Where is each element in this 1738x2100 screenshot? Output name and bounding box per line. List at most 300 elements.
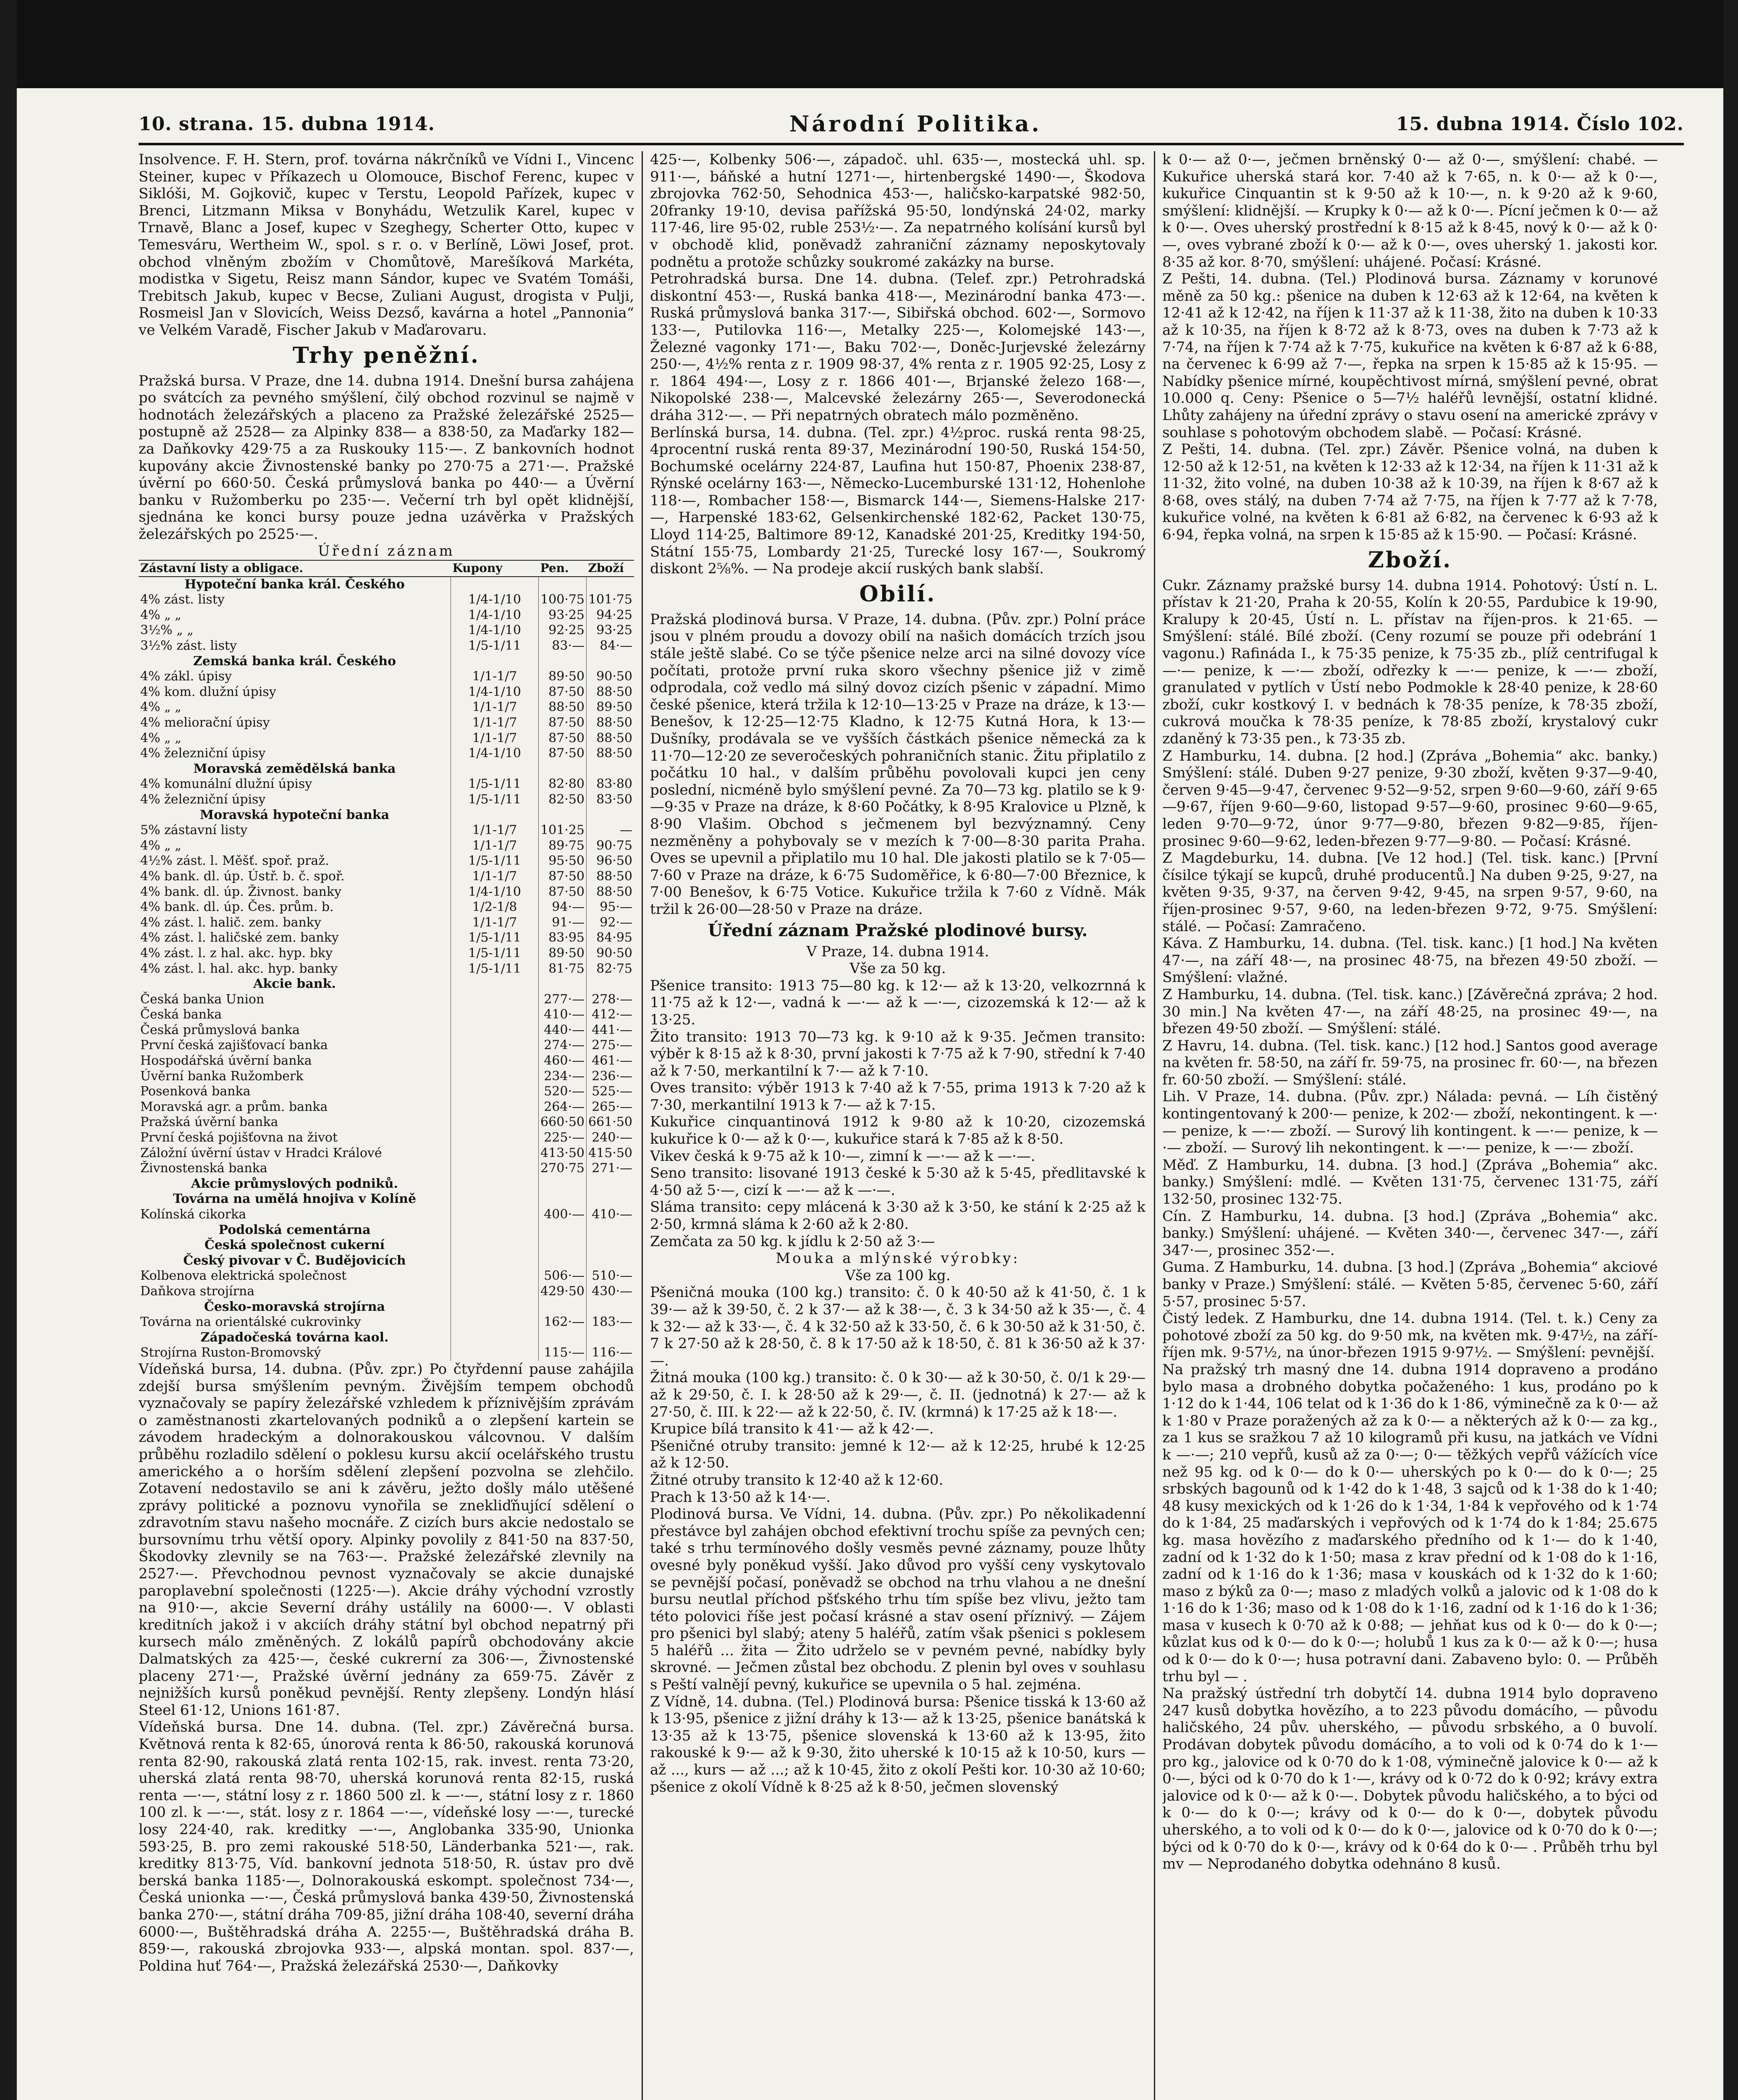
header-right: 15. dubna 1914. Číslo 102. bbox=[1396, 113, 1684, 135]
quote-row bbox=[139, 1345, 634, 1361]
quote-kupony: 1/5-1/11 bbox=[451, 777, 539, 792]
quote-zbozi: 88·50 bbox=[587, 746, 634, 761]
quote-row bbox=[139, 638, 634, 654]
z-pesti-zaver: Z Pešti, 14. dubna. (Tel. zpr.) Závěr. Pšenice volná, na duben k 12·50 až k 12·51, na květen k 12·33 až k 12·34, na říjen k 11·31 až k 11·32, žito volné, na duben 10·38 až k 10·39, na říjen k 8·67 až k 8·68, oves stálý, na duben 7·74 až 7·75, na říjen k 7·77 až k 7·78, kukuřice volné, na květen k 6·81 až 6·82, na červenec k 6·93 až k 6·94, řepka volná, na srpen k 15·85 až k 15·90. — Počasí: Krásné. bbox=[1162, 441, 1658, 543]
column-3 bbox=[1162, 151, 1658, 2100]
trh-dobytci-paragraph: Na pražský ústřední trh dobytčí 14. dubna 1914 bylo dopraveno 247 kusů dobytka hovězího, a to 223 původu domácího, — původu haličského, 24 pův. uherského, — původu srbského, a 0 buvolí. Prodávan dobytek původu domácího, a to voli od k 0·74 do k 1·— pro kg., jalovice od k 0·70 do k 1·08, výminečně jalovice k 0·— až k 0·—, býci od k 0·70 do k 1·—, krávy od k 0·72 do k 0·92; krávy extra jalovice od k 0·— až k 0·—. Dobytek původu haličského, a to býci od k 0·— do k 0·—; krávy od k 0·— do k 0·—, dobytek původu uherského, a to voli od k 0·— do k 0·—, jalovice od k 0·70 do k 0·—; býci od k 0·70 do k 0·—, krávy od k 0·64 do k 0·— . Průběh trhu byl mv — Neprodaného dobytka odehnáno 8 kusů. bbox=[1162, 1685, 1658, 1873]
psenice-transito: Pšenice transito: 1913 75—80 kg. k 12·— až k 13·20, velkozrnná k 11·75 až k 12·—, vadná k —·— až k —·—, cizozemská k 12·— až k 13·25. bbox=[650, 977, 1146, 1028]
quote-zbozi: 88·50 bbox=[587, 715, 634, 731]
quote-name: První česká zajišťovací banka bbox=[140, 1038, 328, 1053]
quote-kupony bbox=[451, 1207, 539, 1223]
cukr-paragraph: Cukr. Záznamy pražské bursy 14. dubna 1914. Pohotový: Ústí n. L. přístav k 21·20, Praha k 20·55, Kolín k 20·55, Pardubice k 19·90, Kralupy k 20·45, Ústí n. L. přístav na říjen-pros. k 21·65. — Smýšlení: stálé. Bílé zboží. (Ceny rozumí se pouze při odebrání 1 vagonu.) Rafináda I., k 75·35 penize, k 75·35 zb., plíž centrifugal k —·— penize, k —·— zboží, odřezky k —·— penize, k —·— zboží, granulated v pytlích v Ústí nebo Podmokle k 28·40 penize, k 28·60 zboží, cukr kostkový I. v bednách k 78·35 peníze, k 78·35 zboží, cukrová moučka k 78·35 peníze, k 78·85 zboží, krystalový cukr zdaněný k 73·35 pen., k 73·35 zb. bbox=[1162, 577, 1658, 747]
quote-row bbox=[139, 1100, 634, 1115]
quote-zbozi: 90·75 bbox=[587, 838, 634, 854]
quote-row bbox=[139, 592, 634, 608]
quote-pen: 81·75 bbox=[539, 961, 587, 977]
guma-paragraph: Guma. Z Hamburku, 14. dubna. [3 hod.] (Zpráva „Bohemia“ akciové banky v Praze.) Smýšlení: stálé. — Květen 5·85, červenec 5·60, září 5·57, prosinec 5·57. bbox=[1162, 1259, 1658, 1310]
quote-zbozi: 88·50 bbox=[587, 869, 634, 885]
quote-kupony bbox=[451, 1038, 539, 1053]
quote-zbozi: 96·50 bbox=[587, 853, 634, 869]
quote-pen: 115·— bbox=[539, 1345, 587, 1361]
quote-kupony: 1/1-1/7 bbox=[451, 731, 539, 746]
quote-row bbox=[139, 1268, 634, 1284]
quote-zbozi bbox=[587, 1238, 634, 1253]
quote-pen: 413·50 bbox=[539, 1146, 587, 1161]
quote-row bbox=[139, 930, 634, 946]
zitna-mouka: Žitná mouka (100 kg.) transito: č. 0 k 30·— až k 30·50, č. 0/1 k 29·— až k 29·50, č. I. k 28·50 až k 29·—, č. II. (jednotná) k 27·— až k 27·50, č. III. k 22·— až k 22·50, č. IV. (krmná) k 17·25 až k 18·—. bbox=[650, 1369, 1146, 1420]
quote-pen: 83·— bbox=[539, 638, 587, 654]
quote-pen: 89·50 bbox=[539, 669, 587, 685]
quote-pen: 88·50 bbox=[539, 700, 587, 715]
column-1 bbox=[139, 151, 634, 2100]
insolvence-paragraph: Insolvence. F. H. Stern, prof. továrna nákrčníků ve Vídni I., Vincenc Steiner, kupec v Příkazech u Olomouce, Bischof Ferenc, kupec v Siklóši, M. Gojkovič, kupec v Terstu, Leopold Pařízek, kupec v Brenci, Litzmann Miksa v Bonyhádu, Wetzulik Karel, kupec v Trnavě, Blanc a Josef, kupec v Szeghegy, Scherter Otto, kupec v Temesváru, Wertheim W., spol. s r. o. v Berlíně, Löwi Josef, prot. obchod vlněným zbožím v Chomůtově, Marešíková Markéta, modistka v Sigetu, Reisz mann Sándor, kupec ve Svatém Tomáši, Trebitsch Jakub, kupec v Becse, Zuliani August, drogista v Pulji, Rosmeisl Jan v Slovicích, Weiss Dezső, kavárna a hotel „Pannonia“ ve Velkém Varadě, Fischer Jakub v Maďarovaru. bbox=[139, 151, 634, 339]
quote-name: 4% meliorační úpisy bbox=[140, 715, 270, 730]
quote-row bbox=[139, 869, 634, 885]
quote-pen bbox=[539, 577, 587, 593]
quote-row bbox=[139, 885, 634, 900]
quote-kupony: 1/5-1/11 bbox=[451, 792, 539, 808]
quote-kupony bbox=[451, 1330, 539, 1346]
kukurice-transito: Kukuřice cinquantinová 1912 k 9·80 až k 10·20, cizozemská kukuřice k 0·— až k 0·—, kukuřice stará k 7·85 až k 8·50. bbox=[650, 1113, 1146, 1148]
quote-name: Zemská banka král. Českého bbox=[193, 654, 396, 669]
quote-row bbox=[139, 946, 634, 961]
uredni-zaznam-date: V Praze, 14. dubna 1914. bbox=[806, 943, 989, 960]
z-vidne-plodinova-bursa: Z Vídně, 14. dubna. (Tel.) Plodinová bursa: Pšenice tisská k 13·60 až k 13·95, pšenice z jižní dráhy k 13·— až k 13·25, pšenice banátská k 13·35 až k 13·75, pšenice slovenská k 13·60 až k 13·95, žito rakouské k 9·— až k 9·30, žito uherské k 10·15 až k 10·50, kurs — až ..., kurs — až ...; až k 10·45, žito z okolí Pešti kor. 10·30 až 10·60; pšenice z okolí Vídně k 8·25 až k 8·50, ječmen slovenský bbox=[650, 1693, 1146, 1796]
quote-kupony bbox=[451, 654, 539, 669]
quote-zbozi: 510·— bbox=[587, 1268, 634, 1284]
quote-kupony bbox=[451, 1084, 539, 1100]
quote-name: Česká banka Union bbox=[140, 992, 265, 1007]
quote-pen bbox=[539, 1176, 587, 1192]
trh-masny-paragraph: Na pražský trh masný dne 14. dubna 1914 dopraveno a prodáno bylo masa a drobného dobytka počaženého: 1 kus, prodáno po k 1·12 do k 1·44, 106 telat od k 1·36 do k 1·86, výminečně za k 0·— až k 1·80 v Praze poražených až za k 0·— a některých až k 0·— za kg., za 1 kus se sražkou 7 až 10 kilogramů při kusu, na jatkách ve Vídni k —·—; 210 vepřů, kusů až za 0·—; 0·— těžkých vepřů vážících více než 95 kg. od k 0·— do k 0·— uherských po k 0·— do k 0·—; 25 srbských bagounů od k 1·42 do k 1·48, 3 sajců od k 1·38 do k 1·40; 48 kusy mexických od k 1·26 do k 1·34, 1·84 k vepřového od k 1·74 do k 1·84, 25 maďarských i vepřových od k 1·74 do k 1·84; 25.675 kg. masa hovězího z maďarského předního od k 1·— do k 1·40, zadní od k 1·32 do k 1·50; masa z krav přední od k 1·08 do k 1·16, zadní od k 1·16 do k 1·36; masa v kouskách od k 1·32 do k 1·60; maso z býků za 0·—; maso z mladých volků a jalovic od k 1·08 do k 1·16 do k 1·36; maso od k 1·08 do k 1·16, zadní od k 1·16 do k 1·36; masa v kusech k 0·70 až k 0·88; — jehňat kus od k 0·— do k 0·—; kůzlat kus od k 0·— do k 0·—; holubů 1 kus za k 0·— až k 0·—; husa od k 0·— do k 0·—; husa potravní dani. Zabaveno bylo: 0. — Průběh trhu byl — . bbox=[1162, 1361, 1658, 1685]
quote-zbozi: 88·50 bbox=[587, 731, 634, 746]
quote-zbozi: 83·50 bbox=[587, 792, 634, 808]
zito-jecmen-transito: Žito transito: 1913 70—73 kg. k 9·10 až k 9·35. Ječmen transito: výběr k 8·15 až k 8·30, první jakosti k 7·75 až k 7·90, střední k 7·40 až k 7·50, merkantilní k 7·— až k 7·10. bbox=[650, 1028, 1146, 1079]
viden-continued: k 0·— až 0·—, ječmen brněnský 0·— až 0·—, smýšlení: chabé. — Kukuřice uherská stará kor. 7·40 až k 7·65, n. k 0·— až k 0·—, kukuřice Cinquantin st k 9·50 až k 10·—, n. k 9·20 až k 9·60, smýšlení: klidnější. — Krupky k 0·— až k 0·—. Pícní ječmen k 0·— až k 0·—. Oves uherský prostřední k 8·15 až k 8·45, nový k 0·— až k 0·—, oves vybrané zboží k 0·— až k 0·—, oves uherský 1. jakosti kor. 8·35 až kor. 8·70, smýšlení: uhájené. Počasí: Krásné. bbox=[1162, 151, 1658, 270]
quote-zbozi: 82·75 bbox=[587, 961, 634, 977]
quote-row bbox=[139, 577, 634, 593]
quote-name: 3½% zást. listy bbox=[140, 638, 237, 654]
quote-zbozi bbox=[587, 1299, 634, 1315]
quote-name: Český pivovar v Č. Budějovicích bbox=[183, 1253, 406, 1268]
cin-paragraph: Cín. Z Hamburku, 14. dubna. [3 hod.] (Zpráva „Bohemia“ akc. banky.) Smýšlení: uhájené. — Květen 340·—, červenec 347·—, září 347·—, prosinec 352·—. bbox=[1162, 1208, 1658, 1259]
quote-row bbox=[139, 1330, 634, 1346]
quote-row bbox=[139, 961, 634, 977]
quote-name: Moravská agr. a prům. banka bbox=[140, 1099, 328, 1114]
quote-pen: 87·50 bbox=[539, 869, 587, 885]
page-header bbox=[139, 105, 1684, 143]
quote-name: 4% „ „ bbox=[140, 838, 181, 853]
quote-pen: 94·— bbox=[539, 900, 587, 915]
quote-row bbox=[139, 823, 634, 838]
videnska-bursa-zaverecna-paragraph: Vídeňská bursa. Dne 14. dubna. (Tel. zpr.) Závěrečná bursa. Květnová renta k 82·65, únorová renta k 86·50, rakouská korunová renta 82·90, rakouská zlatá renta 102·15, rak. invest. renta 73·20, uherská zlatá renta 98·70, uherská korunová renta 82·15, ruská renta —·—, státní losy z r. 1860 500 zl. k —·—, státní losy z r. 1860 100 zl. k —·—, stát. losy z r. 1864 —·—, vídeňské losy —·—, turecké losy 224·40, rak. kreditky —·—, Anglobanka 335·90, Unionka 593·25, B. pro zemi rakouské 518·50, Länderbanka 521·—, rak. kreditky 813·75, Víd. bankovní jednota 518·50, R. ústav pro dvě berská banka 1185·—, Dolnorakouská eskompt. společnost 734·—, Česká unionka —·—, Česká průmyslová banka 439·50, Živnostenská banka 270·—, státní dráha 709·85, jižní dráha 108·40, severní dráha 6000·—, Buštěhradská dráha A. 2255·—, Buštěhradská dráha B. 859·—, rakouská zbrojovka 933·—, alpská montan. spol. 837·—, Poldina huť 764·—, Pražská železářská 2530·—, Daňkovky bbox=[139, 1719, 634, 1974]
petrohradska-bursa-paragraph: Petrohradská bursa. Dne 14. dubna. (Telef. zpr.) Petrohradská diskontní 453·—, Ruská banka 418·—, Mezinárodní banka 473·—. Ruská průmyslová banka 317·—, Sibiřská obchod. 602·—, Sormovo 133·—, Putilovka 116·—, Metalky 225·—, Kolomejské 143·—, Železné vagonky 171·—, Baku 702·—, Doněc-Jurjevské železárny 250·—, 4½% renta z r. 1909 98·37, 4% renta z r. 1905 92·25, Losy z r. 1864 494·—, Losy z r. 1866 401·—, Brjanské železo 168·—, Nikopolské 238·—, Malcevské železárny 265·—, Severodonecká dráha 312·—. — Při nepatrných obratech málo pozměněno. bbox=[650, 270, 1146, 424]
quote-name: 4% bank. dl. úp. Čes. prům. b. bbox=[140, 900, 334, 915]
quote-pen: 87·50 bbox=[539, 731, 587, 746]
quote-name: Česko-moravská strojírna bbox=[204, 1299, 385, 1314]
quote-zbozi: 90·50 bbox=[587, 669, 634, 685]
quote-kupony: 1/2-1/8 bbox=[451, 900, 539, 915]
quote-zbozi bbox=[587, 1223, 634, 1238]
uredni-zaznam-unit: Vše za 50 kg. bbox=[849, 960, 946, 977]
quote-row bbox=[139, 992, 634, 1008]
quote-name: Akcie bank. bbox=[253, 976, 336, 992]
z-pesti-plodinova-bursa: Z Pešti, 14. dubna. (Tel.) Plodinová bursa. Záznamy v korunové měně za 50 kg.: pšenice na duben k 12·63 až k 12·64, na květen k 12·41 až k 12·42, na říjen k 11·37 až k 11·38, žito na duben k 10·33 až k 10·35, na říjen k 8·72 až k 8·73, oves na duben k 7·73 až k 7·74, na říjen k 7·74 až k 7·75, kukuřice na květen k 6·87 až k 6·88, na červenec k 6·99 až 7·—, řepka na srpen k 15·85 až k 15·95. — Nabídky pšenice mírné, koupěchtivost mírná, smýšlení pevné, obrat 10.000 q. Ceny: Pšenice o 5—7½ haléřů levnější, ostatní klidné. Lhůty zahájeny na úřední zprávy o stavu osení na americké zprávy v souhlase s pohotovým obchodem slabě. — Počasí: Krásné. bbox=[1162, 270, 1658, 441]
header-rule bbox=[139, 143, 1684, 145]
quote-row bbox=[139, 669, 634, 685]
quote-kupony bbox=[451, 1130, 539, 1146]
quotes-col-pen: Pen. bbox=[539, 560, 587, 577]
quote-zbozi: 275·— bbox=[587, 1038, 634, 1053]
quote-zbozi: 88·50 bbox=[587, 685, 634, 700]
quote-zbozi: 410·— bbox=[587, 1207, 634, 1223]
quote-zbozi: 461·— bbox=[587, 1053, 634, 1069]
quote-pen bbox=[539, 654, 587, 669]
quote-pen: 277·— bbox=[539, 992, 587, 1008]
quote-kupony bbox=[451, 1238, 539, 1253]
quote-pen: 87·50 bbox=[539, 885, 587, 900]
quote-zbozi bbox=[587, 808, 634, 823]
scan-top-border bbox=[0, 0, 1738, 88]
quote-kupony bbox=[451, 1161, 539, 1176]
quote-pen: 89·50 bbox=[539, 946, 587, 961]
quote-row bbox=[139, 746, 634, 761]
quote-row bbox=[139, 1130, 634, 1146]
quote-kupony bbox=[451, 1345, 539, 1361]
quote-row bbox=[139, 915, 634, 931]
section-title-trhy-penezni: Trhy peněžní. bbox=[293, 342, 480, 368]
quote-name: 3½% „ „ bbox=[140, 623, 194, 638]
seno-transito: Seno transito: lisované 1913 české k 5·30 až k 5·45, předlitavské k 4·50 až 5·—, cizí k —·— až k —·—. bbox=[650, 1165, 1146, 1199]
quote-pen: 410·— bbox=[539, 1007, 587, 1023]
quote-name: 4% železniční úpisy bbox=[140, 746, 266, 761]
quotes-col-kupony: Kupony bbox=[451, 560, 539, 577]
quote-pen: 225·— bbox=[539, 1130, 587, 1146]
quote-pen: 162·— bbox=[539, 1315, 587, 1330]
quote-name: 4½% zást. l. Měšť. spoř. praž. bbox=[140, 853, 329, 869]
scan-left-border bbox=[0, 0, 17, 2100]
quote-row bbox=[139, 808, 634, 823]
psenicna-mouka: Pšeničná mouka (100 kg.) transito: č. 0 k 40·50 až k 41·50, č. 1 k 39·— až k 39·50, č. 2 k 37·— až k 38·—, č. 3 k 34·50 až k 35·—, č. 4 k 32·— až k 33·—, č. 4 k 32·50 až k 33·50, č. 6 k 30·50 až k 31·50, č. 7 k 27·50 až k 28·50, č. 8 k 17·50 až k 18·50, č. 81 k 36·50 až k 37·—. bbox=[650, 1284, 1146, 1369]
quote-row bbox=[139, 792, 634, 808]
kava-hamburk: Káva. Z Hamburku, 14. dubna. (Tel. tisk. kanc.) [1 hod.] Na květen 47·—, na září 48·—, na prosinec 48·75, na březen 49·50 zboží. — Smýšlení: vlažné. bbox=[1162, 935, 1658, 986]
plodinova-bursa-viden: Plodinová bursa. Ve Vídni, 14. dubna. (Pův. zpr.) Po několikadenní přestávce byl zahájen obchod efektivní trochu spíše za pevných cen; také s trhu termínového došly vesměs pevné záznamy, pouze lhůty ovesné byly poněkud vyšší. Jako důvod pro vyšší ceny vyskytovalo se pevnější počasí, poněvadž se obchod na trhu vlahou a ne dnešní bursu neutlal příchod pšťského trhu tím spíše bez vlivu, ježto tam této polovici říše jest počasí krásné a stav osení příznivý. — Zájem pro pšenici byl slabý; ateny 5 haléřů, zatím však pšenici s poklesem 5 haléřů ... žita — Žito udrželo se v pevném pevné, nabídky byly skrovné. — Ječmen zůstal bez obchodu. Z plenin byl oves v souhlasu s Peští valnějí pevný, kukuřice se upevnila o 5 hal. zejména. bbox=[650, 1506, 1146, 1693]
quote-pen bbox=[539, 808, 587, 823]
quote-pen: 400·— bbox=[539, 1207, 587, 1223]
quote-kupony bbox=[451, 1299, 539, 1315]
quote-name: Posenková banka bbox=[140, 1084, 251, 1099]
videnska-bursa-paragraph: Vídeňská bursa, 14. dubna. (Pův. zpr.) Po čtyřdenní pause zahájila zdejší bursa smýšlením pevným. Živějším tempem obchodů vyznačovaly se papíry železářské vzhledem k příznivějším zprávám o zaměstnanosti zkartelovaných podniků a o zlepšení kartein se závodem hradeckým a dolnorakouskou válcovnou. V dalším průběhu rozladilo sdělení o poklesu kursu akcií ocelářského trustu amerického a o horším sdělení zlepšení pozvolna se zlehčilo. Zotavení nedostavilo se ani k závěru, ježto došly málo utěšené zprávy politické a poznovu vynořila se znekliďňující sdělení o zdravotním stavu našeho mocnáře. Z cizích burs akcie nedostalo se bursovnímu trhu větší opory. Alpinky povolily z 841·50 na 837·50, Škodovky zlevnily se na 763·—. Pražské železářské zlevnily na 2527·—. Převchodnou pevnost vyznačovaly se akcie dunajské paroplavební společnosti (1225·—). Akcie dráhy východní vzrostly na 910·—, akcie Severní dráhy ustálily na 6000·—. V oblasti kreditních jakož i v akciích dráhy státní byl obchod nepatrný při kursech málo změněných. Z lokálů papírů obchodovány akcie Dalmatských za 425·—, české cukrerní za 306·—, Živnostenské placeny 271·—, Pražské úvěrní jednány za 659·75. Závěr z nejnižších kursů poněkud pevnější. Renty zlepšeny. Londýn hlásí Steel 61·12, Unions 161·87. bbox=[139, 1360, 634, 1719]
quote-zbozi: 101·75 bbox=[587, 592, 634, 608]
quote-pen: 264·— bbox=[539, 1100, 587, 1115]
quote-zbozi: 278·— bbox=[587, 992, 634, 1008]
quote-zbozi: 84·95 bbox=[587, 930, 634, 946]
quote-zbozi bbox=[587, 577, 634, 593]
quotes-col-name: Zástavní listy a obligace. bbox=[139, 560, 451, 577]
psenicne-otruby: Pšeničné otruby transito: jemné k 12·— až k 12·25, hrubé k 12·25 až k 12·50. bbox=[650, 1437, 1146, 1472]
quote-row bbox=[139, 1115, 634, 1130]
prazska-plodinova-bursa-paragraph: Pražská plodinová bursa. V Praze, 14. dubna. (Pův. zpr.) Polní práce jsou v plném proudu a dovozy obilí na našich domácích trzích jsou stále ještě slabé. Co se týče pšenice nelze arci na silné dovozy více počítati, protože první ruka skoro všechny pšenice již v zimě odprodala, což vedlo má silný dovoz cizích pšenic v západní. Mimo české pšenice, která tržila k 12·10—13·25 v Praze na dráze, k 13·— Benešov, k 12·25—12·75 Kladno, k 12·75 Kutná Hora, k 13·— Dušníky, prodávala se ve vyšších částkách pšenice německá za k 11·70—12·20 ze severočeských pohraničních stanic. Žitu připlatilo z počátku 10 hal., v dalším průběhu povolovali kupci jen ceny poslední, nicméně bylo smýšlení pevné. Za 70—73 kg. platilo se k 9·—9·35 v Praze na dráze, k 8·60 Počátky, k 8·95 Kralovice u Plzně, k 8·90 Vlašim. Obchod s ječmenem byl bezvýznamný. Ceny nezměněny a pohybovaly se v mezích k 7·00—8·30 parita Praha. Oves se upevnil a připlatilo mu 10 hal. Dle jakosti platilo se k 7·05—7·60 v Praze na dráze, k 6·75 Sudoměřice, k 6·80—7·00 Březnice, k 7·00 Benešov, k 6·75 Votice. Kukuřice tržila k 7·60 z Vídně. Mák tržil k 26·00—28·50 v Praze na dráze. bbox=[650, 611, 1146, 918]
quote-name: Česká průmyslová banka bbox=[140, 1022, 300, 1037]
quote-name: 4% „ „ bbox=[140, 607, 181, 622]
quote-name: Strojírna Ruston-Bromovský bbox=[140, 1345, 321, 1360]
quote-zbozi: 116·— bbox=[587, 1345, 634, 1361]
uredni-zaznam-plodinove-title: Úřední záznam Pražské plodinové bursy. bbox=[708, 920, 1088, 940]
quote-name: Kolínská cikorka bbox=[140, 1207, 246, 1222]
quote-pen bbox=[539, 1223, 587, 1238]
zitne-otruby: Žitné otruby transito k 12·40 až k 12·60. bbox=[650, 1471, 944, 1488]
quote-pen bbox=[539, 1299, 587, 1315]
quote-row bbox=[139, 1207, 634, 1223]
quote-kupony bbox=[451, 761, 539, 777]
quote-kupony bbox=[451, 1284, 539, 1299]
quote-row bbox=[139, 838, 634, 854]
quote-kupony bbox=[451, 1315, 539, 1330]
quote-zbozi: 93·25 bbox=[587, 623, 634, 638]
quote-name: 4% zákl. úpisy bbox=[140, 669, 232, 684]
quote-zbozi: 412·— bbox=[587, 1007, 634, 1023]
quote-zbozi: 236·— bbox=[587, 1069, 634, 1084]
quote-name: 4% železniční úpisy bbox=[140, 792, 266, 807]
quote-pen: 274·— bbox=[539, 1038, 587, 1053]
quote-kupony bbox=[451, 1268, 539, 1284]
quote-zbozi: 441·— bbox=[587, 1023, 634, 1038]
quote-name: Česká banka bbox=[140, 1007, 222, 1022]
quote-row bbox=[139, 1299, 634, 1315]
quote-name: Továrna na umělá hnojiva v Kolíně bbox=[173, 1192, 417, 1207]
quote-pen: 440·— bbox=[539, 1023, 587, 1038]
quote-pen: 100·75 bbox=[539, 592, 587, 608]
videnska-bursa-continued: 425·—, Kolbenky 506·—, západoč. uhl. 635·—, mostecká uhl. sp. 911·—, báňské a hutní 1271·—, hirtenbergské 1490·—, Škodova zbrojovka 762·50, Sehodnica 453·—, haličsko-karpatské 982·50, 20franky 19·10, devisa pařížská 95·50, londýnská 24·02, marky 117·46, lire 95·02, ruble 253½·—. Za nepatrného kolísání kursů byl v obchodě klid, poněvadž zahraniční záznamy neposkytovaly podnětu a protože schůzky soukromé zakázky na burse. bbox=[650, 151, 1146, 270]
quote-name: Moravská hypoteční banka bbox=[200, 807, 390, 822]
quote-zbozi: 92·— bbox=[587, 915, 634, 931]
quote-row bbox=[139, 731, 634, 746]
quote-name: 4% bank. dl. úp. Ústř. b. č. spoř. bbox=[140, 869, 345, 884]
cisty-ledek-paragraph: Čistý ledek. Z Hamburku, dne 14. dubna 1914. (Tel. t. k.) Ceny za pohotové zboží za 50 kg. do 9·50 mk, na květen mk. 9·47½, na září-říjen mk. 9·57½, na únor-březen 1915 9·97½. — Smýšlení: pevnější. bbox=[1162, 1310, 1658, 1361]
quote-pen: 89·75 bbox=[539, 838, 587, 854]
section-title-zbozi: Zboží. bbox=[1368, 547, 1452, 573]
quote-name: 4% komunální dlužní úpisy bbox=[140, 777, 312, 792]
quote-name: Západočeská továrna kaol. bbox=[200, 1330, 389, 1345]
quote-zbozi: 271·— bbox=[587, 1161, 634, 1176]
quote-kupony: 1/1-1/7 bbox=[451, 823, 539, 838]
quote-name: První česká pojišťovna na život bbox=[140, 1130, 338, 1145]
quote-pen: 82·80 bbox=[539, 777, 587, 792]
prazska-bursa-paragraph: Pražská bursa. V Praze, dne 14. dubna 1914. Dnešní bursa zahájena po svátcích za pevného smýšlení, čilý obchod rozvinul se najmě v hodnotách železářských a placeno za Pražské železářské 2525— postupně až 2528— za Alpinky 838— a 838·50, za Maďarky 182— za Daňkovky 429·75 a za Ruskouky 115·—. Z bankovních hodnot kupovány akcie Živnostenské banky po 270·75 a 271·—. Pražské úvěrní po 660·50. Česká průmyslová banka po 440·— a Úvěrní banku v Ružomberku po 235·—. Večerní trh byl opět klidnější, sjednána ke konci bursy pouze jedna uzávěrka v Pražských železářských po 2525·—. bbox=[139, 372, 634, 543]
quote-zbozi bbox=[587, 1176, 634, 1192]
quote-kupony: 1/4-1/10 bbox=[451, 746, 539, 761]
quote-kupony bbox=[451, 1146, 539, 1161]
quote-zbozi bbox=[587, 1253, 634, 1269]
quote-zbozi bbox=[587, 761, 634, 777]
quote-zbozi: 83·80 bbox=[587, 777, 634, 792]
quote-row bbox=[139, 1069, 634, 1084]
column-2 bbox=[650, 151, 1146, 2100]
quote-name: Česká společnost cukerní bbox=[204, 1238, 385, 1253]
quote-kupony: 1/5-1/11 bbox=[451, 961, 539, 977]
quote-name: Záložní úvěrní ústav v Hradci Králové bbox=[140, 1145, 382, 1160]
quote-pen: 234·— bbox=[539, 1069, 587, 1084]
quote-pen: 460·— bbox=[539, 1053, 587, 1069]
quote-kupony: 1/4-1/10 bbox=[451, 885, 539, 900]
quote-row bbox=[139, 1038, 634, 1053]
quote-kupony bbox=[451, 1115, 539, 1130]
quote-pen bbox=[539, 1253, 587, 1269]
quote-row bbox=[139, 1238, 634, 1253]
quote-row bbox=[139, 700, 634, 715]
quote-kupony bbox=[451, 1176, 539, 1192]
quote-name: 4% kom. dlužní úpisy bbox=[140, 684, 276, 699]
quotes-table-header bbox=[139, 560, 634, 577]
quote-zbozi: 661·50 bbox=[587, 1115, 634, 1130]
quote-kupony: 1/5-1/11 bbox=[451, 930, 539, 946]
quote-zbozi: 84·— bbox=[587, 638, 634, 654]
quote-name: 4% bank. dl. úp. Živnost. banky bbox=[140, 884, 342, 899]
column-divider-1 bbox=[642, 151, 643, 2100]
quote-row bbox=[139, 1084, 634, 1100]
quote-name: 4% „ „ bbox=[140, 700, 181, 715]
krupice: Krupice bílá transito k 41·— až k 42·—. bbox=[650, 1420, 934, 1438]
quote-zbozi bbox=[587, 976, 634, 992]
quote-name: 4% zást. l. halič. zem. banky bbox=[140, 915, 321, 930]
scan-right-border bbox=[1723, 0, 1738, 2100]
quote-name: Moravská zemědělská banka bbox=[193, 761, 396, 776]
quote-kupony bbox=[451, 1253, 539, 1269]
quote-kupony: 1/1-1/7 bbox=[451, 838, 539, 854]
quote-kupony bbox=[451, 1053, 539, 1069]
quote-pen: 83·95 bbox=[539, 930, 587, 946]
quote-row bbox=[139, 1023, 634, 1038]
quote-row bbox=[139, 1007, 634, 1023]
uredni-zaznam-title: Úřední záznam bbox=[318, 543, 455, 560]
quote-kupony: 1/5-1/11 bbox=[451, 946, 539, 961]
quote-pen: 270·75 bbox=[539, 1161, 587, 1176]
quote-kupony bbox=[451, 1100, 539, 1115]
kava-hamburk-zaver: Z Hamburku, 14. dubna. (Tel. tisk. kanc.) [Závěrečná zpráva; 2 hod. 30 min.] Na květen 47·—, na září 48·25, na prosinec 49·—, na březen 49·50 zboží. — Smýšlení: stálé. bbox=[1162, 986, 1658, 1037]
quote-kupony: 1/5-1/11 bbox=[451, 638, 539, 654]
quote-row bbox=[139, 1192, 634, 1207]
quote-pen: 101·25 bbox=[539, 823, 587, 838]
column-divider-2 bbox=[1154, 151, 1155, 2100]
quote-kupony: 1/1-1/7 bbox=[451, 869, 539, 885]
quote-zbozi: 90·50 bbox=[587, 946, 634, 961]
oves-transito: Oves transito: výběr 1913 k 7·40 až k 7·55, prima 1913 k 7·20 až k 7·30, merkantilní 1913 k 7·— až k 7·15. bbox=[650, 1079, 1146, 1113]
quote-pen bbox=[539, 1238, 587, 1253]
quote-zbozi bbox=[587, 1330, 634, 1346]
quote-kupony bbox=[451, 1192, 539, 1207]
quote-kupony: 1/5-1/11 bbox=[451, 853, 539, 869]
quote-zbozi: 415·50 bbox=[587, 1146, 634, 1161]
quote-pen: 93·25 bbox=[539, 608, 587, 623]
zemcata: Zemčata za 50 kg. k jídlu k 2·50 až 3·— bbox=[650, 1233, 935, 1250]
quote-name: 4% „ „ bbox=[140, 730, 181, 746]
quotes-table-body bbox=[139, 577, 634, 1361]
quote-pen: 506·— bbox=[539, 1268, 587, 1284]
quote-row bbox=[139, 654, 634, 669]
quote-name: 4% zást. l. z hal. akc. hyp. bky bbox=[140, 945, 333, 961]
quote-kupony bbox=[451, 1069, 539, 1084]
quote-row bbox=[139, 1053, 634, 1069]
quote-row bbox=[139, 1161, 634, 1176]
quote-name: 5% zástavní listy bbox=[140, 823, 248, 838]
quote-pen bbox=[539, 976, 587, 992]
quote-row bbox=[139, 1253, 634, 1269]
quote-row bbox=[139, 777, 634, 792]
quote-kupony: 1/4-1/10 bbox=[451, 685, 539, 700]
quote-row bbox=[139, 685, 634, 700]
quote-zbozi: 240·— bbox=[587, 1130, 634, 1146]
quote-kupony bbox=[451, 1223, 539, 1238]
quote-row bbox=[139, 623, 634, 638]
quote-row bbox=[139, 1284, 634, 1299]
quote-kupony bbox=[451, 577, 539, 593]
quote-row bbox=[139, 761, 634, 777]
quote-kupony bbox=[451, 1007, 539, 1023]
quote-name: Hospodářská úvěrní banka bbox=[140, 1053, 312, 1068]
quote-kupony: 1/4-1/10 bbox=[451, 608, 539, 623]
quote-row bbox=[139, 715, 634, 731]
quote-name: Živnostenská banka bbox=[140, 1161, 267, 1176]
quote-row bbox=[139, 976, 634, 992]
quote-zbozi: 525·— bbox=[587, 1084, 634, 1100]
quote-kupony: 1/1-1/7 bbox=[451, 715, 539, 731]
z-havru: Z Havru, 14. dubna. (Tel. tisk. kanc.) [12 hod.] Santos good average na květen fr. 58·50, na září fr. 59·75, na prosinec fr. 60·—, na březen fr. 60·50 zboží. — Smýšlení: stálé. bbox=[1162, 1037, 1658, 1088]
med-paragraph: Měď. Z Hamburku, 14. dubna. [3 hod.] (Zpráva „Bohemia“ akc. banky.) Smýšlení: mdlé. — Květen 131·75, červenec 131·75, září 132·50, prosinec 132·75. bbox=[1162, 1156, 1658, 1208]
quote-kupony: 1/1-1/7 bbox=[451, 700, 539, 715]
quote-pen: 660·50 bbox=[539, 1115, 587, 1130]
quote-name: Pražská úvěrní banka bbox=[140, 1115, 278, 1130]
quote-row bbox=[139, 853, 634, 869]
quote-zbozi: 89·50 bbox=[587, 700, 634, 715]
quote-row bbox=[139, 1146, 634, 1161]
quote-zbozi: 265·— bbox=[587, 1100, 634, 1115]
quote-zbozi: 430·— bbox=[587, 1284, 634, 1299]
quotes-col-zbozi: Zboží bbox=[587, 560, 634, 577]
z-hamburku-cukr: Z Hamburku, 14. dubna. [2 hod.] (Zpráva „Bohemia“ akc. banky.) Smýšlení: stálé. Duben 9·27 penize, 9·30 zboží, květen 9·37—9·40, červen 9·45—9·47, červenec 9·52—9·52, srpen 9·60—9·60, září 9·65—9·67, říjen 9·60—9·60, listopad 9·57—9·60, prosinec 9·60—9·65, leden 9·70—9·72, únor 9·77—9·80, březen 9·82—9·85, říjen-prosinec 9·60—9·62, leden-březen 9·77—9·80. — Počasí: Krásné. bbox=[1162, 747, 1658, 850]
quote-kupony bbox=[451, 976, 539, 992]
quote-zbozi bbox=[587, 1192, 634, 1207]
quote-kupony: 1/1-1/7 bbox=[451, 669, 539, 685]
quote-pen: 82·50 bbox=[539, 792, 587, 808]
quote-row bbox=[139, 900, 634, 915]
quote-zbozi bbox=[587, 654, 634, 669]
slama-transito: Sláma transito: cepy mlácená k 3·30 až k 3·50, ke stání k 2·25 až k 2·50, krmná sláma k 2·60 až k 2·80. bbox=[650, 1199, 1146, 1233]
quote-pen: 520·— bbox=[539, 1084, 587, 1100]
mouka-unit: Vše za 100 kg. bbox=[845, 1267, 951, 1284]
quote-kupony bbox=[451, 808, 539, 823]
quote-name: Kolbenova elektrická společnost bbox=[140, 1268, 347, 1284]
quote-kupony: 1/4-1/10 bbox=[451, 592, 539, 608]
quote-pen: 429·50 bbox=[539, 1284, 587, 1299]
section-title-obili: Obilí. bbox=[859, 581, 936, 607]
quote-row bbox=[139, 1223, 634, 1238]
quote-pen: 95·50 bbox=[539, 853, 587, 869]
quote-row bbox=[139, 608, 634, 623]
quote-zbozi: 183·— bbox=[587, 1315, 634, 1330]
quote-pen bbox=[539, 1330, 587, 1346]
quote-row bbox=[139, 1315, 634, 1330]
quote-name: Továrna na orientálské cukrovinky bbox=[140, 1315, 361, 1330]
quote-kupony bbox=[451, 992, 539, 1008]
quote-name: 4% zást. l. hal. akc. hyp. banky bbox=[140, 961, 338, 976]
quote-name: 4% zást. listy bbox=[140, 592, 225, 607]
quote-pen: 87·50 bbox=[539, 746, 587, 761]
quote-name: Podolská cementárna bbox=[218, 1222, 371, 1237]
quote-pen: 92·25 bbox=[539, 623, 587, 638]
quote-name: Akcie průmyslových podniků. bbox=[191, 1176, 398, 1191]
lih-paragraph: Lih. V Praze, 14. dubna. (Pův. zpr.) Nálada: pevná. — Líh čistěný kontingentovaný k 200·— penize, k 202·— zboží, nekontingent. k —·— penize, k —·— zboží. — Surový lih kontingent. k —·— penize, k —·— zboží. — Surový lih nekontingent. k —·— penize, k —·— zboží. bbox=[1162, 1088, 1658, 1157]
quote-kupony: 1/1-1/7 bbox=[451, 915, 539, 931]
